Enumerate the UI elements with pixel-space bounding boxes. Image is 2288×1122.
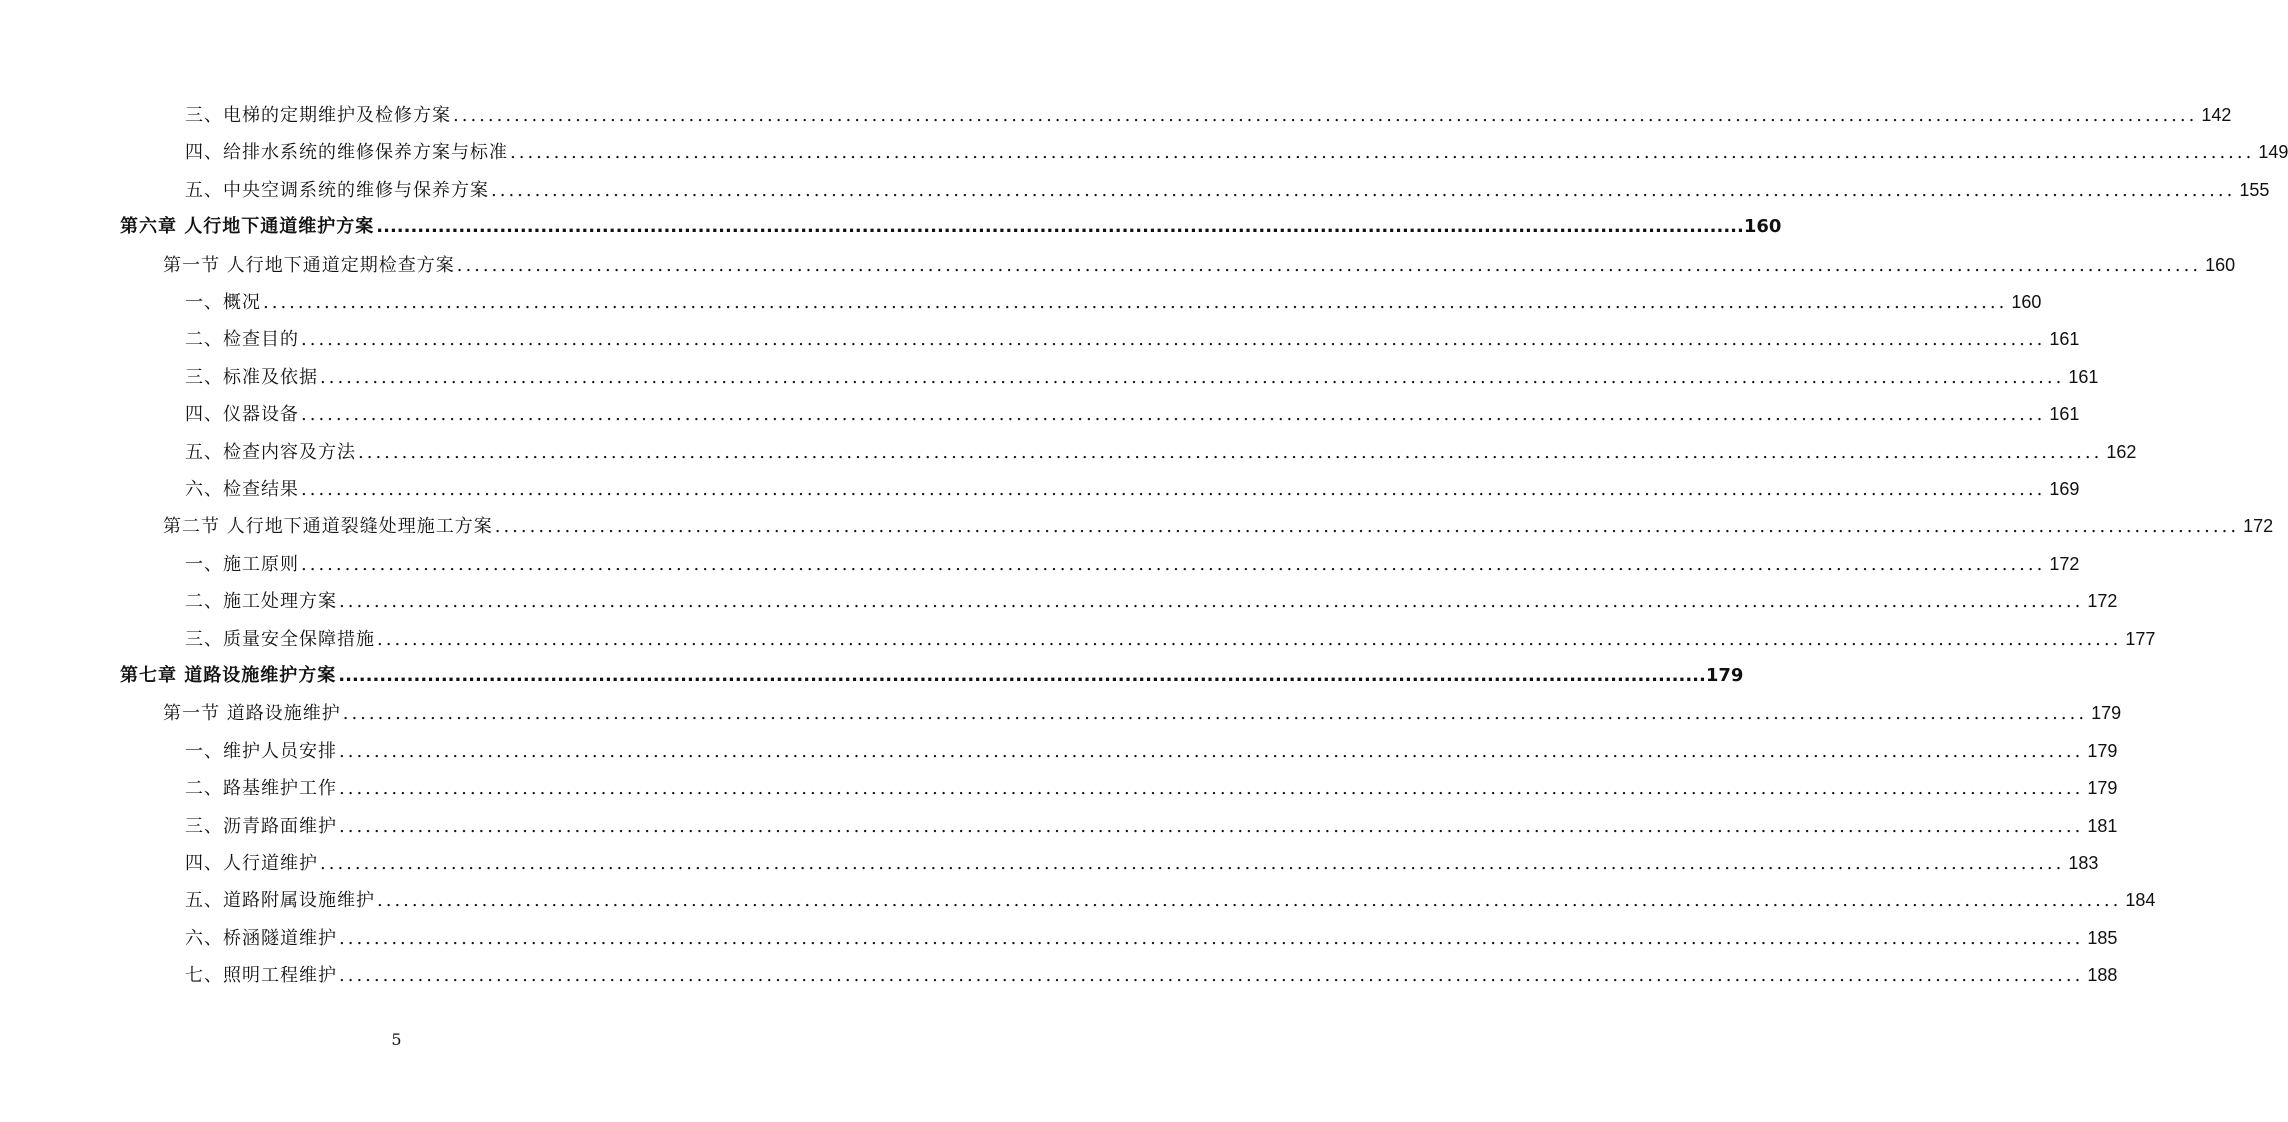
toc-leader-dots: ........................................................................................................................................................................................................ — [491, 179, 2236, 201]
toc-entry-title: 五、中央空调系统的维修与保养方案 — [185, 179, 489, 201]
toc-entry[interactable] — [185, 324, 2080, 354]
toc-entry[interactable] — [185, 960, 2118, 990]
toc-entry[interactable] — [163, 511, 2274, 541]
toc-leader-dots: ........................................................................................................................................................................................................ — [339, 815, 2084, 837]
toc-leader-dots: ........................................................................................................................................................................................................ — [339, 927, 2084, 949]
toc-entry-title: 第一节 人行地下通道定期检查方案 — [163, 254, 455, 276]
toc-entry[interactable] — [120, 661, 1744, 691]
toc-leader-dots: ........................................................................................................................................................................................................ — [342, 703, 2088, 725]
toc-leader-dots: ........................................................................................................................................................................................................ — [301, 329, 2046, 351]
toc-entry-page: 185 — [2087, 927, 2118, 948]
toc-entry-page: 177 — [2125, 628, 2156, 649]
toc-entry-page: 155 — [2239, 179, 2270, 200]
toc-entry[interactable] — [185, 437, 2137, 467]
toc-leader-dots: ........................................................................................................................................................................................................ — [301, 404, 2046, 426]
toc-entry[interactable] — [185, 474, 2080, 504]
toc-entry-title: 七、照明工程维护 — [185, 965, 337, 987]
toc-entry[interactable] — [185, 923, 2118, 953]
toc-entry[interactable] — [185, 287, 2042, 317]
toc-entry-title: 第六章 人行地下通道维护方案 — [120, 216, 375, 238]
toc-entry[interactable] — [185, 549, 2080, 579]
toc-leader-dots: ........................................................................................................................................................................................................ — [263, 292, 2008, 313]
toc-entry-page: 179 — [2091, 703, 2122, 724]
toc-entry-title: 第七章 道路设施维护方案 — [120, 665, 337, 686]
toc-leader-dots: ........................................................................................................................................................................................................ — [494, 516, 2240, 538]
toc-leader-dots: ........................................................................................................................................................................................................ — [377, 628, 2122, 650]
toc-entry-page: 179 — [2087, 778, 2118, 799]
toc-entry-title: 三、沥青路面维护 — [185, 815, 337, 837]
toc-entry[interactable] — [185, 624, 2156, 654]
toc-entry-title: 五、道路附属设施维护 — [185, 890, 375, 912]
toc-entry-title: 四、仪器设备 — [185, 404, 299, 426]
toc-entry-title: 五、检查内容及方法 — [185, 441, 356, 463]
toc-entry-page: 161 — [2068, 366, 2099, 387]
toc-leader-dots: ........................................................................................................................................................................................................ — [339, 591, 2084, 613]
toc-entry-page: 160 — [2011, 292, 2042, 312]
toc-entry-page: 172 — [2243, 516, 2274, 537]
toc-entry-title: 四、人行道维护 — [185, 853, 318, 874]
toc-leader-dots: ........................................................................................................................................................................................................ — [339, 740, 2084, 762]
toc-leader-dots: ........................................................................................................................................................................................................ — [377, 890, 2122, 912]
toc-leader-dots: ........................................................................................................................................................................................................ — [358, 441, 2103, 463]
toc-entry-page: 142 — [2201, 105, 2232, 125]
toc-leader-dots: ........................................................................................................................................................................................................ — [320, 366, 2065, 388]
toc-entry-title: 三、质量安全保障措施 — [185, 628, 375, 650]
toc-entry[interactable] — [185, 586, 2118, 616]
toc-entry-title: 三、标准及依据 — [185, 366, 318, 388]
toc-entry-page: 184 — [2125, 890, 2156, 911]
toc-entry[interactable] — [185, 848, 2099, 878]
toc-entry-page: 172 — [2049, 553, 2080, 574]
toc-entry-page: 181 — [2087, 815, 2118, 836]
toc-entry-title: 第一节 道路设施维护 — [163, 703, 341, 725]
toc-entry-page: 183 — [2068, 853, 2099, 873]
toc-entry-title: 三、电梯的定期维护及检修方案 — [185, 105, 451, 126]
toc-entry-title: 六、桥涵隧道维护 — [185, 927, 337, 949]
toc-leader-dots: ........................................................................................................................................................................................................ — [453, 105, 2198, 126]
page-number: 5 — [391, 1030, 402, 1049]
toc-entry-title: 一、概况 — [185, 292, 261, 313]
toc-entry[interactable] — [185, 885, 2156, 915]
toc-entry[interactable] — [185, 773, 2118, 803]
toc-entry-page: 169 — [2049, 479, 2080, 499]
toc-entry-page: 161 — [2049, 404, 2080, 425]
toc-leader-dots: ........................................................................................................................................................................................................ — [301, 479, 2046, 500]
toc-entry[interactable] — [185, 137, 2288, 167]
toc-entry[interactable] — [120, 212, 1782, 242]
toc-entry-page: 188 — [2087, 965, 2118, 986]
toc-entry[interactable] — [185, 811, 2118, 841]
toc-entry[interactable] — [163, 698, 2122, 728]
toc-entry-title: 第二节 人行地下通道裂缝处理施工方案 — [163, 516, 493, 538]
toc-entry-title: 四、给排水系统的维修保养方案与标准 — [185, 142, 508, 164]
toc-leader-dots: ........................................................................................................................................................................................................ — [301, 553, 2046, 575]
toc-entry-page: 149 — [2258, 142, 2288, 163]
toc-entry[interactable] — [185, 362, 2099, 392]
toc-leader-dots: ........................................................................................................................................................................................................ — [456, 254, 2202, 276]
toc-entry-title: 二、施工处理方案 — [185, 591, 337, 613]
toc-entry-page: 160 — [2205, 254, 2236, 275]
toc-entry-page: 179 — [2087, 740, 2118, 761]
toc-leader-dots: ........................................................................................................................................................................................................ — [510, 142, 2255, 164]
toc-entry-title: 六、检查结果 — [185, 479, 299, 500]
toc-entry[interactable] — [185, 399, 2080, 429]
toc-leader-dots: ........................................................................................................................................................................................................ — [338, 665, 1706, 686]
toc-entry-title: 一、施工原则 — [185, 553, 299, 575]
toc-leader-dots: ........................................................................................................................................................................................................ — [320, 853, 2065, 874]
toc-entry-title: 二、检查目的 — [185, 329, 299, 351]
toc-entry-page: 179 — [1705, 665, 1744, 686]
toc-entry[interactable] — [185, 736, 2118, 766]
toc-entry[interactable] — [185, 100, 2232, 130]
toc-entry-page: 161 — [2049, 329, 2080, 350]
toc-entry-title: 一、维护人员安排 — [185, 740, 337, 762]
toc-entry[interactable] — [185, 175, 2270, 205]
toc-entry-page: 162 — [2106, 441, 2137, 462]
toc-leader-dots: ........................................................................................................................................................................................................ — [376, 216, 1744, 238]
toc-leader-dots: ........................................................................................................................................................................................................ — [339, 965, 2084, 987]
toc-leader-dots: ........................................................................................................................................................................................................ — [339, 778, 2084, 800]
toc-entry[interactable] — [163, 250, 2236, 280]
toc-entry-page: 172 — [2087, 591, 2118, 612]
toc-entry-page: 160 — [1743, 216, 1782, 238]
toc-entry-title: 二、路基维护工作 — [185, 778, 337, 800]
